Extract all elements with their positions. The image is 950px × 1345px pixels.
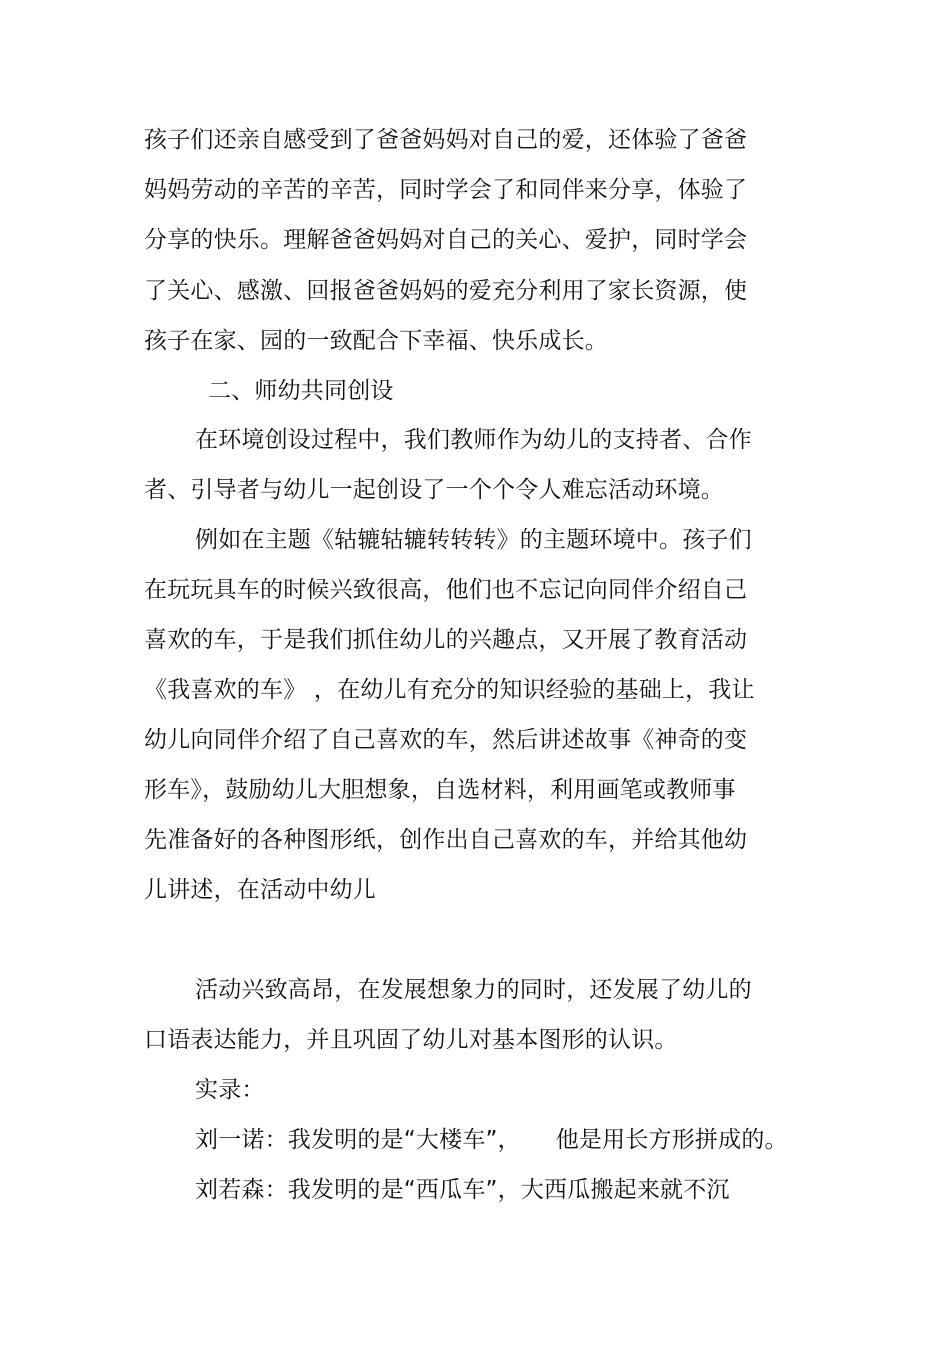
paragraph-line: 口语表达能力，并且巩固了幼儿对基本图形的认识。 <box>144 1027 678 1053</box>
paragraph-line: 幼儿向同伴介绍了自己喜欢的车，然后讲述故事《神奇的变 <box>144 727 748 753</box>
paragraph-line: 孩子在家、园的一致配合下幸福、快乐成长。 <box>144 328 608 354</box>
paragraph-line: 孩子们还亲自感受到了爸爸妈妈对自己的爱，还体验了爸爸 <box>144 127 748 153</box>
paragraph-line: 活动兴致高昂，在发展想象力的同时，还发展了幼儿的 <box>195 977 752 1003</box>
paragraph-line: 儿讲述，在活动中幼儿 <box>144 877 376 903</box>
paragraph-line: 在玩玩具车的时候兴致很高，他们也不忘记向同伴介绍自己 <box>144 577 748 603</box>
section-heading: 二、师幼共同创设 <box>208 378 394 404</box>
paragraph-line: 先准备好的各种图形纸，创作出自己喜欢的车，并给其他幼 <box>144 827 748 853</box>
paragraph-line: 分享的快乐。理解爸爸妈妈对自己的关心、爱护，同时学会 <box>144 227 748 253</box>
paragraph-line: 妈妈劳动的辛苦的辛苦，同时学会了和同伴来分享，体验了 <box>144 177 748 203</box>
paragraph-line: 喜欢的车，于是我们抓住幼儿的兴趣点，又开展了教育活动 <box>144 627 748 653</box>
paragraph-line: 在环境创设过程中，我们教师作为幼儿的支持者、合作 <box>195 427 752 453</box>
paragraph-line: 者、引导者与幼儿一起创设了一个个令人难忘活动环境。 <box>144 477 724 503</box>
dialogue-line: 刘若森：我发明的是“西瓜车”，大西瓜搬起来就不沉 <box>195 1177 730 1203</box>
paragraph-line: 例如在主题《轱辘轱辘转转转》的主题环境中。孩子们 <box>195 527 752 553</box>
dialogue-line: 刘一诺：我发明的是“大楼车”， 他是用长方形拼成的。 <box>195 1127 788 1153</box>
paragraph-line: 形车》，鼓励幼儿大胆想象，自选材料，利用画笔或教师事 <box>144 777 736 803</box>
record-label: 实录： <box>195 1077 265 1103</box>
paragraph-line: 了关心、感激、回报爸爸妈妈的爱充分利用了家长资源，使 <box>144 278 748 304</box>
paragraph-line: 《我喜欢的车》 ，在幼儿有充分的知识经验的基础上，我让 <box>144 677 755 703</box>
